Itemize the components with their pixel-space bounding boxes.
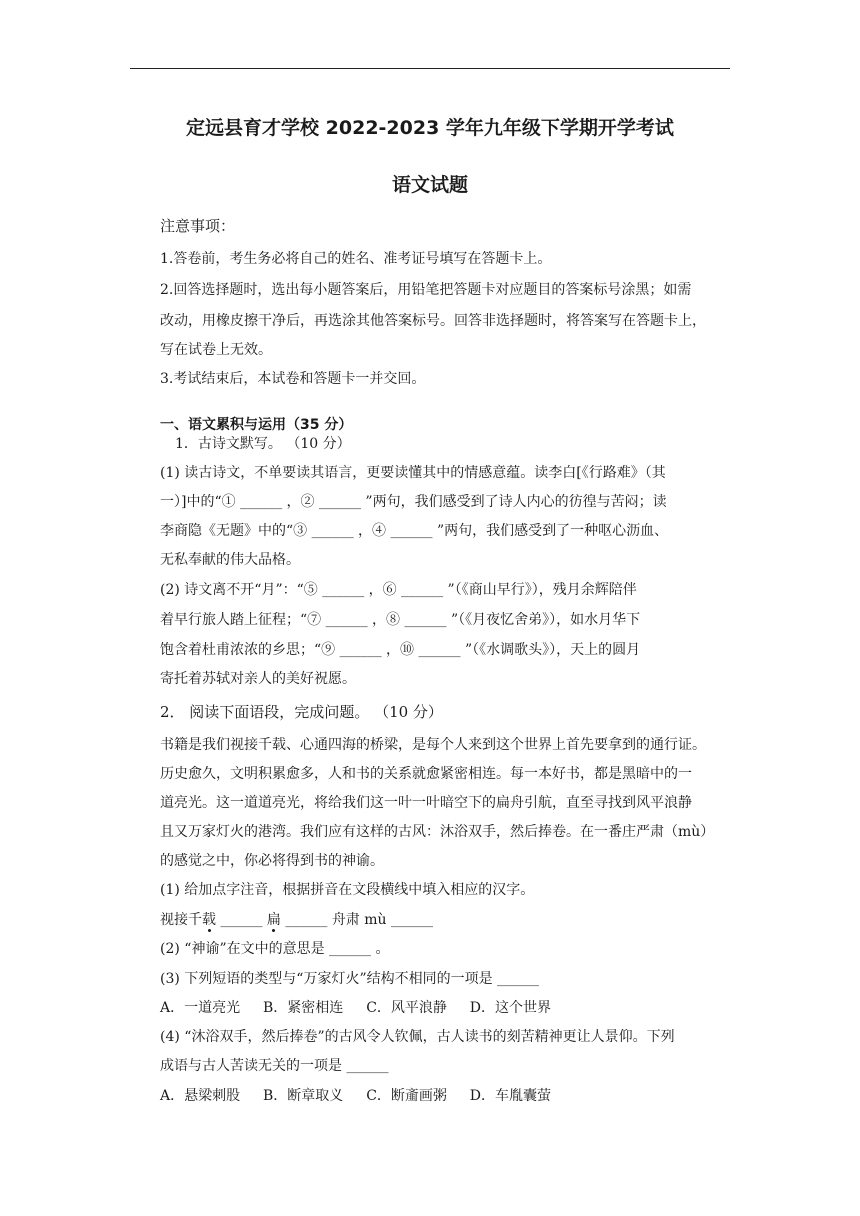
q2-sub1-dotted-char: 载 — [202, 912, 216, 928]
q1-line: 着早行旅人踏上征程；“⑦ ______ ，⑧ ______ ”（《月夜忆舍弟》），如水月华下 — [160, 612, 641, 628]
q1-line: (2) 诗文离不开“月”：“⑤ ______ ，⑥ ______ ”（《商山早行》），残月余辉陪伴 — [160, 582, 637, 598]
exam-title: 定远县育才学校 2022-2023 学年九年级下学期开学考试 — [186, 117, 674, 139]
exam-subtitle: 语文试题 — [391, 174, 468, 196]
question-2-title: 2． 阅读下面语段，完成问题。 （10 分） — [160, 703, 443, 721]
q2-passage-line: 道亮光。这一道道亮光，将给我们这一叶一叶暗空下的扁舟引航，直至寻找到风平浪静 — [160, 795, 692, 811]
q2-sub1-dotted-char: 扁 — [266, 912, 281, 928]
notice-line: 改动，用橡皮擦干净后，再选涂其他答案标号。回答非选择题时，将答案写在答题卡上， — [160, 313, 706, 329]
q2-sub1-prompt: (1) 给加点字注音，根据拼音在文段横线中填入相应的汉字。 — [160, 882, 535, 898]
notice-line: 3.考试结束后，本试卷和答题卡一并交回。 — [160, 371, 426, 387]
q2-passage-line: 的感觉之中，你必将得到书的神谕。 — [160, 853, 384, 869]
q2-sub4-line: (4) “沐浴双手，然后捧卷”的古风令人钦佩，古人读书的刻苦精神更让人景仰。下列 — [160, 1029, 675, 1045]
q2-passage-line: 书籍是我们视接千载、心通四海的桥梁，是每个人来到这个世界上首先要拿到的通行证。 — [160, 737, 706, 753]
question-1-title: 1．古诗文默写。 （10 分） — [175, 436, 351, 452]
q2-sub2: (2) “神谕”在文中的意思是 ______ 。 — [160, 941, 390, 957]
q1-line: 饱含着杜甫浓浓的乡思；“⑨ ______ ，⑩ ______ ”（《水调歌头》），天上的圆月 — [160, 642, 641, 658]
q1-line: (1) 读古诗文，不单要读其语言，更要读懂其中的情感意蕴。读李白[《行路难》（其 — [160, 465, 666, 481]
q2-sub1-item1-pre: 视接千 — [160, 912, 202, 928]
q2-passage-line: 且又万家灯火的港湾。我们应有这样的古风：沐浴双手，然后捧卷。在一番庄严肃（mù） — [160, 824, 715, 840]
q1-line: 无私奉献的伟大品格。 — [160, 552, 300, 568]
notice-line: 写在试卷上无效。 — [160, 342, 272, 358]
section-heading: 一、语文累积与运用（35 分） — [160, 417, 353, 433]
notice-line: 1.答卷前，考生务必将自己的姓名、准考证号填写在答题卡上。 — [160, 251, 552, 267]
header-rule — [130, 68, 730, 69]
q2-sub4-line: 成语与古人苦读无关的一项是 ______ — [160, 1058, 389, 1074]
q1-line: 李商隐《无题》中的“③ ______ ，④ ______ ”两句，我们感受到了一种呕心沥血、 — [160, 523, 669, 539]
q2-sub1-blank: ______ — [280, 912, 332, 928]
q2-sub3-options: A．一道亮光 B．紧密相连 C．风平浪静 D．这个世界 — [160, 1000, 552, 1016]
q2-passage-line: 历史愈久，文明积累愈多，人和书的关系就愈紧密相连。每一本好书，都是黑暗中的一 — [160, 766, 692, 782]
q1-line: 一）]中的“① ______ ，② ______ ”两句，我们感受到了诗人内心的彷徨与苦闷；读 — [160, 494, 667, 510]
q2-sub4-options: A．悬梁刺股 B．断章取义 C．断齑画粥 D．车胤囊萤 — [160, 1088, 552, 1104]
q1-line: 寄托着苏轼对亲人的美好祝愿。 — [160, 671, 356, 687]
notice-line: 2.回答选择题时，选出每小题答案后，用铅笔把答题卡对应题目的答案标号涂黑；如需 — [160, 282, 692, 298]
notice-heading: 注意事项： — [160, 217, 236, 235]
q2-sub1-item3: 舟肃 mù ______ — [331, 912, 434, 928]
q2-sub1-blank: ______ — [216, 912, 267, 928]
q2-sub3-prompt: (3) 下列短语的类型与“万家灯火”结构不相同的一项是 ______ — [160, 971, 540, 987]
q2-sub1-items — [160, 910, 433, 930]
